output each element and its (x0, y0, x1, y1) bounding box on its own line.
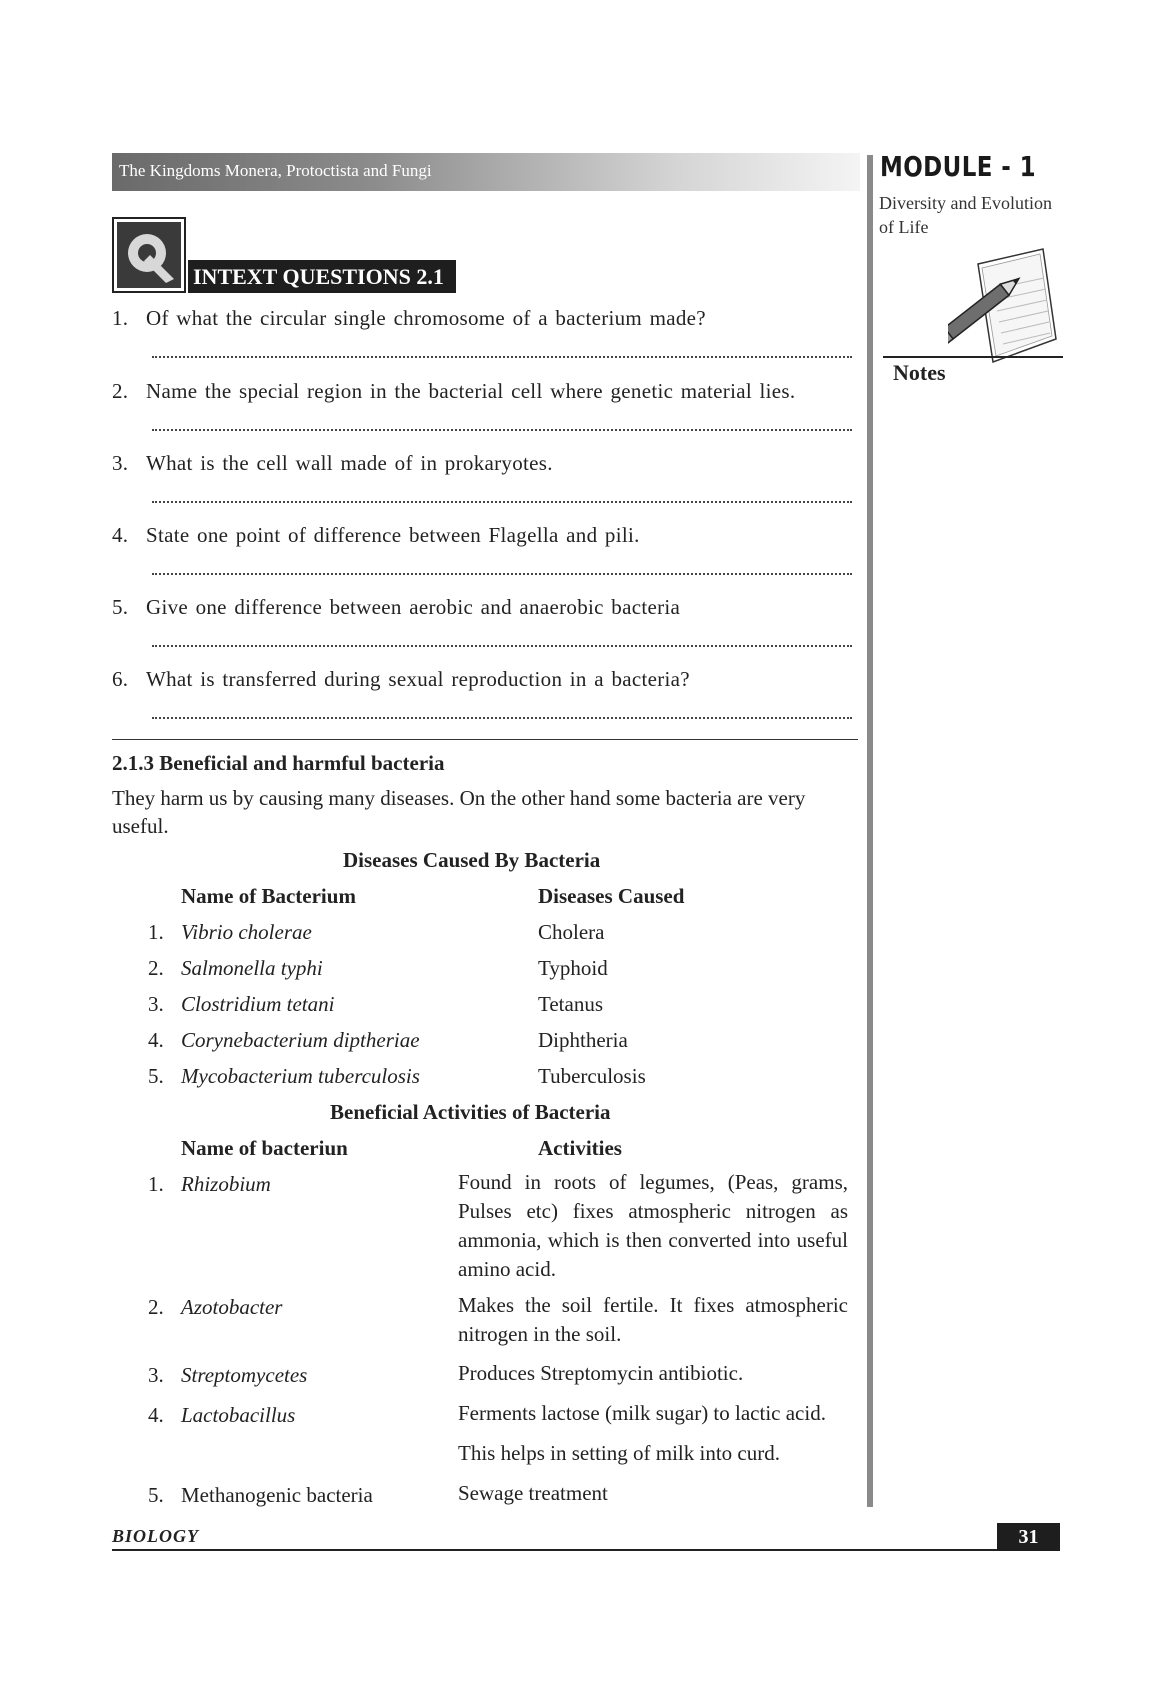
margin-rule (867, 155, 873, 1507)
question-item: 1. Of what the circular single chromosome of a bacterium made? (112, 306, 706, 330)
intext-questions-label: INTEXT QUESTIONS 2.1 (188, 260, 456, 293)
answer-line (152, 643, 852, 647)
activity-text: Makes the soil fertile. It fixes atmospheric nitrogen in the soil. (458, 1293, 848, 1346)
disease-name: Tuberculosis (538, 1064, 646, 1088)
answer-line (152, 571, 852, 575)
bacterium-name: Streptomycetes (181, 1363, 308, 1387)
bacterium-name: Methanogenic bacteria (181, 1483, 373, 1507)
disease-name: Cholera (538, 920, 605, 944)
disease-name: Tetanus (538, 992, 604, 1016)
activity-text: Found in roots of legumes, (Peas, grams, Pulses etc) fixes atmospheric nitrogen as ammonia, which is then converted into useful amino acid. (458, 1170, 848, 1281)
question-item: 6. What is transferred during sexual reproduction in a bacteria? (112, 667, 690, 691)
question-item: 4. State one point of difference between Flagella and pili. (112, 523, 640, 547)
notes-divider (883, 356, 1063, 358)
row-number: 4. (148, 1403, 164, 1427)
running-header (112, 153, 860, 191)
bacterium-name: Salmonella typhi (181, 956, 323, 980)
section-heading: 2.1.3 Beneficial and harmful bacteria (112, 751, 445, 775)
bacterium-name: Clostridium tetani (181, 992, 335, 1016)
section-divider (112, 739, 858, 740)
diseases-col-disease: Diseases Caused (538, 884, 685, 908)
answer-line (152, 715, 852, 719)
answer-line (152, 427, 852, 431)
answer-line (152, 499, 852, 503)
row-number: 1. (148, 1172, 164, 1196)
bacterium-name: Vibrio cholerae (181, 920, 312, 944)
row-number: 5. (148, 1483, 164, 1507)
activity-text: This helps in setting of milk into curd. (458, 1441, 780, 1465)
row-number: 1. (148, 920, 164, 944)
row-number: 4. (148, 1028, 164, 1052)
module-subtitle: Diversity and Evolution of Life (879, 193, 1052, 237)
diseases-table-title: Diseases Caused By Bacteria (343, 848, 601, 872)
notepad-pencil-icon (948, 244, 1058, 369)
bacterium-name: Azotobacter (181, 1295, 283, 1319)
answer-line (152, 354, 852, 358)
section-intro: They harm us by causing many diseases. On the other hand some bacteria are very useful. (112, 786, 806, 838)
page-number: 31 (997, 1523, 1060, 1551)
beneficial-col-activity: Activities (538, 1136, 622, 1160)
activity-text: Ferments lactose (milk sugar) to lactic acid. (458, 1401, 826, 1425)
bacterium-name: Rhizobium (181, 1172, 271, 1196)
row-number: 2. (148, 1295, 164, 1319)
row-number: 3. (148, 1363, 164, 1387)
beneficial-col-name: Name of bacteriun (181, 1136, 348, 1160)
question-item: 3. What is the cell wall made of in prokaryotes. (112, 451, 553, 475)
activity-text: Produces Streptomycin antibiotic. (458, 1361, 744, 1385)
running-title: The Kingdoms Monera, Protoctista and Fungi (119, 161, 432, 180)
beneficial-table-title: Beneficial Activities of Bacteria (330, 1100, 611, 1124)
footer-rule (112, 1549, 1060, 1551)
row-number: 5. (148, 1064, 164, 1088)
question-item: 2. Name the special region in the bacterial cell where genetic material lies. (112, 379, 796, 403)
notes-label: Notes (893, 360, 946, 385)
module-title: MODULE - 1 (880, 150, 1036, 183)
bacterium-name: Mycobacterium tuberculosis (181, 1064, 420, 1088)
footer-subject: BIOLOGY (112, 1526, 199, 1546)
row-number: 3. (148, 992, 164, 1016)
disease-name: Typhoid (538, 956, 608, 980)
bacterium-name: Corynebacterium diptheriae (181, 1028, 420, 1052)
question-q-icon (112, 217, 186, 298)
diseases-col-name: Name of Bacterium (181, 884, 356, 908)
bacterium-name: Lactobacillus (181, 1403, 296, 1427)
disease-name: Diphtheria (538, 1028, 628, 1052)
activity-text: Sewage treatment (458, 1481, 608, 1505)
row-number: 2. (148, 956, 164, 980)
question-item: 5. Give one difference between aerobic and anaerobic bacteria (112, 595, 681, 619)
